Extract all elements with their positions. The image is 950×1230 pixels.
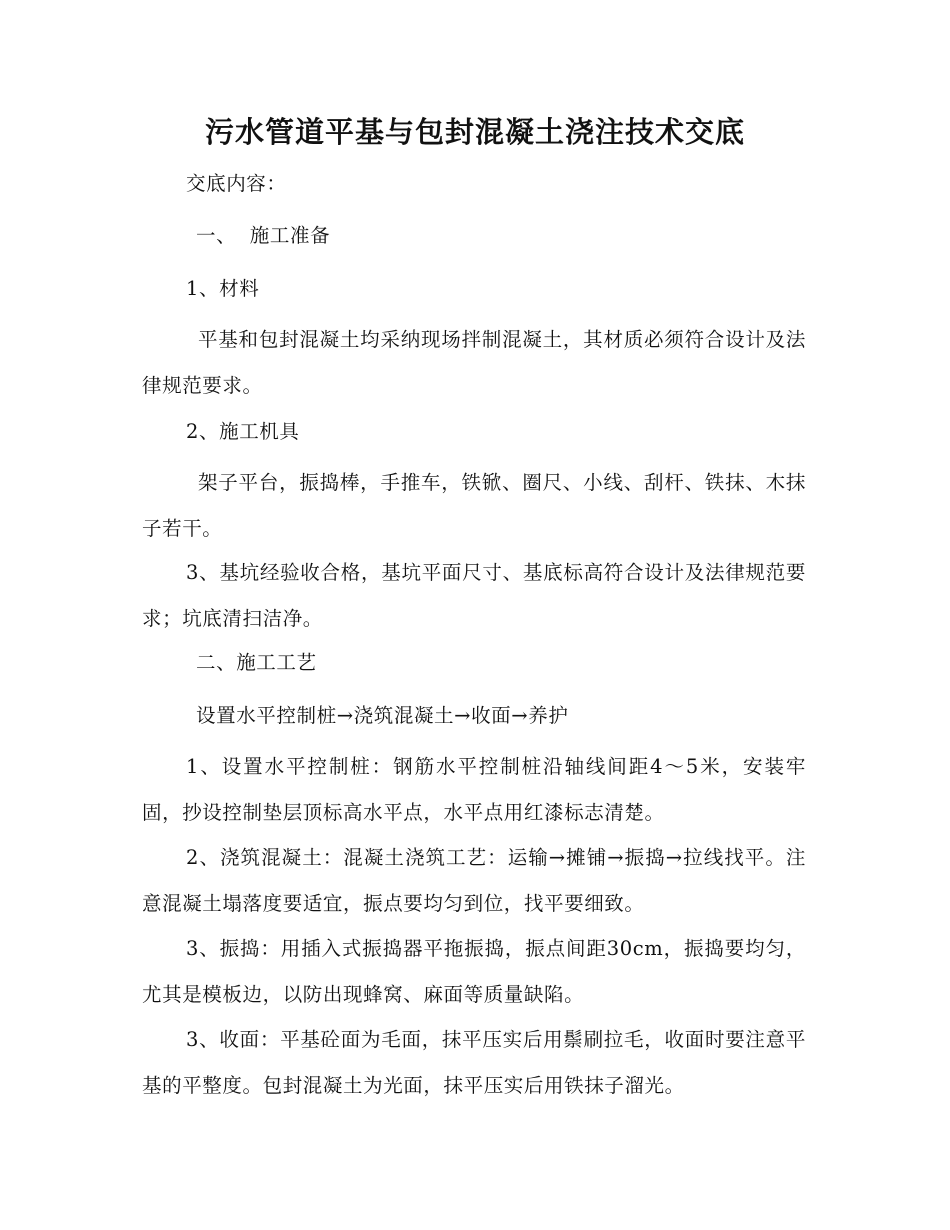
tools-heading: 2、施工机具	[186, 420, 300, 443]
step-control-stakes: 1、设置水平控制桩：钢筋水平控制桩沿轴线间距4～5米，安装牢固，抄设控制垫层顶标高水平点，水平点用红漆标志清楚。	[142, 755, 806, 824]
tools-paragraph: 架子平台，振捣棒，手推车，铁锨、圈尺、小线、刮杆、铁抹、木抹子若干。	[142, 471, 806, 540]
section-2-heading: 二、施工工艺	[196, 651, 317, 674]
document-title: 污水管道平基与包封混凝土浇注技术交底	[204, 115, 745, 149]
step-surface-finish: 3、收面：平基砼面为毛面，抹平压实后用鬃刷拉毛，收面时要注意平基的平整度。包封混凝土为光面，抹平压实后用铁抹子溜光。	[142, 1028, 806, 1097]
process-flow: 设置水平控制桩→浇筑混凝土→收面→养护	[196, 704, 569, 727]
intro-label: 交底内容：	[186, 172, 287, 195]
foundation-pit-paragraph: 3、基坑经验收合格，基坑平面尺寸、基底标高符合设计及法律规范要求；坑底清扫洁净。	[142, 561, 806, 630]
materials-heading: 1、材料	[186, 277, 260, 300]
section-1-heading: 一、 施工准备	[196, 224, 331, 247]
materials-paragraph: 平基和包封混凝土均采纳现场拌制混凝土，其材质必须符合设计及法律规范要求。	[142, 328, 806, 397]
step-pour-concrete: 2、浇筑混凝土：混凝土浇筑工艺：运输→摊铺→振捣→拉线找平。注意混凝土塌落度要适宜，振点要均匀到位，找平要细致。	[142, 846, 806, 915]
step-vibration: 3、振捣：用插入式振捣器平拖振捣，振点间距30cm，振捣要均匀，尤其是模板边，以防出现蜂窝、麻面等质量缺陷。	[142, 937, 806, 1006]
